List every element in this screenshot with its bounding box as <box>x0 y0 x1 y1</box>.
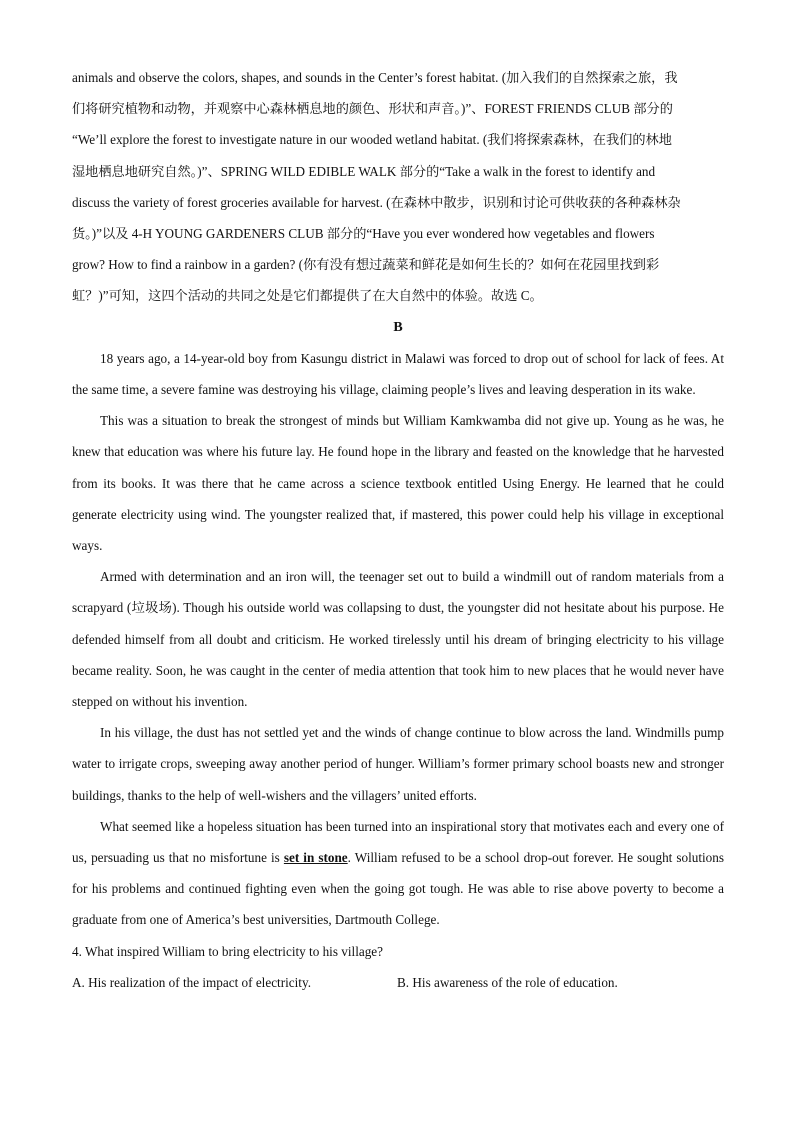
explanation-line: 货。)”以及 4-H YOUNG GARDENERS CLUB 部分的“Have you ever wondered how vegetables and flowers <box>72 226 655 242</box>
explanation-line: grow? How to find a rainbow in a garden? (你有没有想过蔬菜和鲜花是如何生长的？如何在花园里找到彩 <box>72 257 660 273</box>
passage-paragraph-4: In his village, the dust has not settled yet and the winds of change continue to blow across the land. Windmills pump water to irrigate crops, sweeping away another period of hunger. William’s former primary school boasts new and stronger buildings, thanks to the help of well-wishers and the villagers’ united efforts. <box>72 725 724 803</box>
explanation-line: “We’ll explore the forest to investigate nature in our wooded wetland habitat. (我们将探索森林，在我们的林地 <box>72 132 672 148</box>
question-stem: 4. What inspired William to bring electricity to his village? <box>72 943 384 959</box>
document-page <box>72 62 724 998</box>
explanation-line: 湿地栖息地研究自然。)”、SPRING WILD EDIBLE WALK 部分的“Take a walk in the forest to identify and <box>72 163 656 179</box>
passage-paragraph-2: This was a situation to break the strongest of minds but William Kamkwamba did not give up. Young as he was, he knew that education was where his future lay. He found hope in the library and feasted on the knowledge that he harvested from its books. It was there that he came across a science textbook entitled Using Energy. He learned that he could generate electricity using wind. The youngster realized that, if mastered, this power could help his village in exceptional ways. <box>72 413 724 554</box>
explanation-line: 虹？)”可知，这四个活动的共同之处是它们都提供了在大自然中的体验。故选 C。 <box>72 288 543 304</box>
explanation-line: discuss the variety of forest groceries available for harvest. (在森林中散步，识别和讨论可供收获的各种森林杂 <box>72 194 681 210</box>
section-heading: B <box>393 319 403 335</box>
passage-paragraph-5 <box>72 811 724 936</box>
highlighted-phrase: set in stone <box>283 850 348 866</box>
paragraph-text: . William refused to be a school drop-out forever. He sought solutions for his problems and continued fighting even when the going got tough. He was able to rise above poverty to become a graduate from one of America’s best universities, Dartmouth College. <box>72 850 725 928</box>
passage-paragraph-3: Armed with determination and an iron will, the teenager set out to build a windmill out of random materials from a scrapyard (垃圾场). Though his outside world was collapsing to dust, the youngster did not hesitate about his purpose. He defended himself from all doubt and criticism. He worked tirelessly until his dream of bringing electricity to his village became reality. Soon, he was caught in the center of media attention that took him to new places that he would never have stepped on without his invention. <box>72 569 724 710</box>
answer-options <box>72 967 724 998</box>
option-b: B. His awareness of the role of education. <box>397 974 618 990</box>
previous-answer-explanation <box>72 62 724 312</box>
option-a: A. His realization of the impact of electricity. <box>72 974 311 990</box>
paragraph-text: What seemed like a hopeless situation has been turned into an inspirational story that motivates each and every one of us, persuading us that no misfortune is <box>72 818 724 866</box>
explanation-line: 们将研究植物和动物，并观察中心森林栖息地的颜色、形状和声音。)”、FOREST FRIENDS CLUB 部分的 <box>72 101 673 117</box>
explanation-line: animals and observe the colors, shapes, and sounds in the Center’s forest habitat. (加入我们的自然探索之旅，我 <box>72 70 678 85</box>
passage-paragraph-1: 18 years ago, a 14-year-old boy from Kasungu district in Malawi was forced to drop out of school for lack of fees. At the same time, a severe famine was destroying his village, claiming people’s lives and leaving desperation in its wake. <box>72 350 724 398</box>
